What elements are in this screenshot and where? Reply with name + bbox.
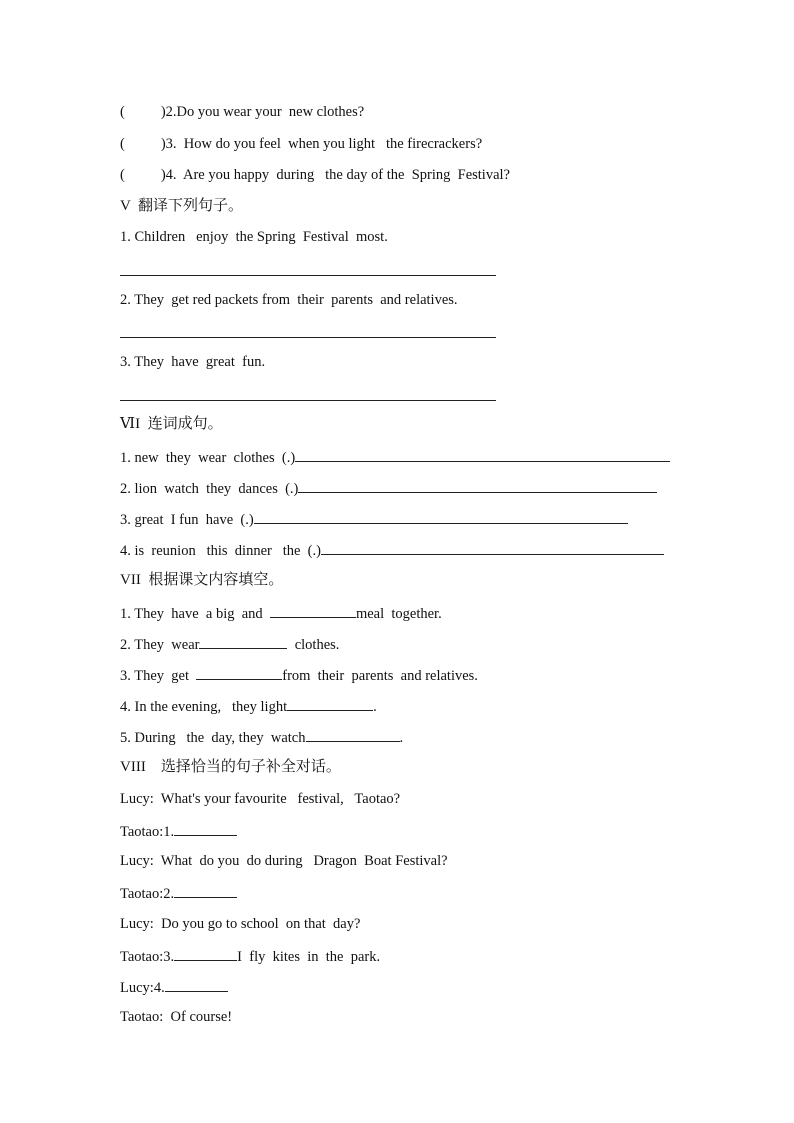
answer-line-2[interactable] bbox=[120, 337, 496, 338]
reorder-blank-1[interactable] bbox=[295, 447, 670, 462]
reorder-item-2: 2. lion watch they dances (.) bbox=[120, 478, 657, 498]
fill-item-4: 4. In the evening, they light . bbox=[120, 696, 377, 716]
section-7-heading: VII 根据课文内容填空。 bbox=[120, 572, 284, 588]
fill-blank-4[interactable] bbox=[287, 696, 373, 711]
reorder-blank-3[interactable] bbox=[254, 509, 628, 524]
dialog-line-6: Taotao:3. I fly kites in the park. bbox=[120, 946, 380, 966]
fill-item-5: 5. During the day, they watch . bbox=[120, 727, 403, 747]
answer-line-3[interactable] bbox=[120, 400, 496, 401]
dialog-line-3: Lucy: What do you do during Dragon Boat Festival? bbox=[120, 853, 448, 869]
dialog-line-8: Taotao: Of course! bbox=[120, 1009, 233, 1025]
reorder-item-3: 3. great I fun have (.) bbox=[120, 509, 628, 529]
fill-blank-3[interactable] bbox=[196, 665, 282, 680]
answer-line-1[interactable] bbox=[120, 275, 496, 276]
translate-item-2: 2. They get red packets from their parents and relatives. bbox=[120, 292, 458, 308]
dialog-blank-2[interactable] bbox=[174, 883, 237, 898]
dialog-line-1: Lucy: What's your favourite festival, Taotao? bbox=[120, 791, 401, 807]
fill-blank-1[interactable] bbox=[270, 603, 356, 618]
fill-blank-5[interactable] bbox=[306, 727, 400, 742]
translate-item-3: 3. They have great fun. bbox=[120, 354, 266, 370]
dialog-blank-4[interactable] bbox=[165, 977, 228, 992]
fill-item-3: 3. They get from their parents and relatives. bbox=[120, 665, 478, 685]
reorder-blank-4[interactable] bbox=[321, 540, 664, 555]
dialog-line-2: Taotao:1. bbox=[120, 821, 237, 841]
judge-item-4: ( )4. Are you happy during the day of the Spring Festival? bbox=[120, 167, 510, 183]
fill-item-1: 1. They have a big and meal together. bbox=[120, 603, 442, 623]
dialog-blank-3[interactable] bbox=[174, 946, 237, 961]
judge-item-3: ( )3. How do you feel when you light the firecrackers? bbox=[120, 136, 483, 152]
dialog-line-4: Taotao:2. bbox=[120, 883, 237, 903]
reorder-item-1: 1. new they wear clothes (.) bbox=[120, 447, 670, 467]
reorder-blank-2[interactable] bbox=[298, 478, 657, 493]
dialog-line-7: Lucy:4. bbox=[120, 977, 228, 997]
dialog-blank-1[interactable] bbox=[174, 821, 237, 836]
judge-item-2: ( )2.Do you wear your new clothes? bbox=[120, 104, 365, 120]
section-5-heading: V 翻译下列句子。 bbox=[120, 198, 244, 214]
section-6-heading: ⅥI 连词成句。 bbox=[120, 416, 223, 432]
dialog-line-5: Lucy: Do you go to school on that day? bbox=[120, 916, 361, 932]
fill-blank-2[interactable] bbox=[199, 634, 287, 649]
fill-item-2: 2. They wear clothes. bbox=[120, 634, 339, 654]
section-8-heading: VIII 选择恰当的句子补全对话。 bbox=[120, 759, 341, 775]
reorder-item-4: 4. is reunion this dinner the (.) bbox=[120, 540, 664, 560]
translate-item-1: 1. Children enjoy the Spring Festival most. bbox=[120, 229, 388, 245]
